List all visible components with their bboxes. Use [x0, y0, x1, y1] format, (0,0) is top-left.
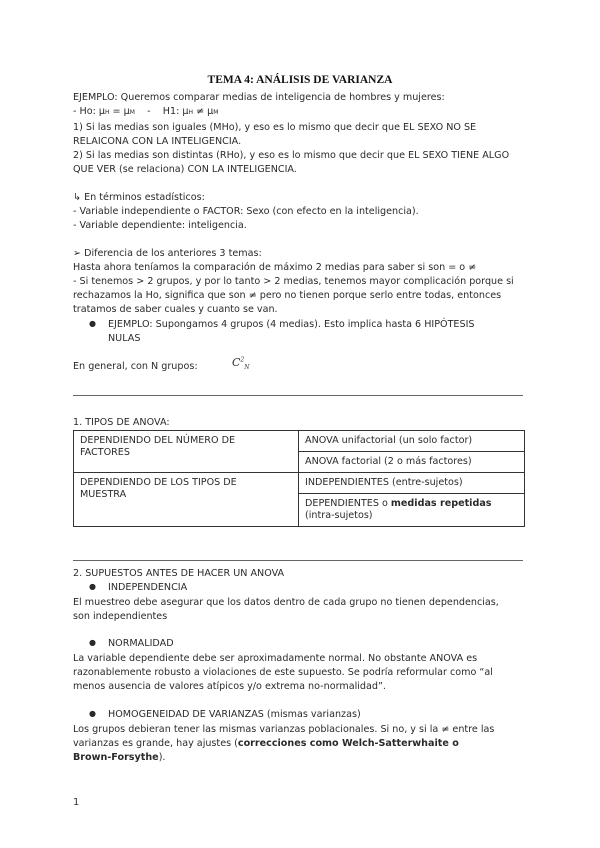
point1-line2: RELAICONA CON LA INTELIGENCIA. — [73, 136, 242, 147]
hypotheses-line — [73, 105, 218, 119]
document-title: TEMA 4: ANÁLISIS DE VARIANZA — [207, 74, 393, 86]
cell-text: (intra-sujetos) — [305, 510, 373, 521]
homogeneity-line3-bold: Brown-Forsythe — [73, 752, 159, 763]
cell-text — [305, 498, 518, 510]
example-intro: EJEMPLO: Queremos comparar medias de inteligencia de hombres y mujeres: — [73, 92, 445, 103]
homogeneity-line2 — [73, 737, 459, 750]
formula-sup: 2 — [240, 356, 245, 364]
h0-eq: = μ — [109, 106, 130, 117]
stats-heading: ↳ En términos estadísticos: — [73, 192, 205, 203]
difference-line3: rechazamos la Ho, significa que son ≠ pero no tienen porque serlo entre todas, entonces — [73, 290, 502, 301]
difference-heading: ➢ Diferencia de los anteriores 3 temas: — [73, 248, 262, 259]
table-cell — [299, 431, 525, 452]
dependent-variable: - Variable dependiente: inteligencia. — [73, 220, 247, 231]
point2-line1: 2) Si las medias son distintas (RHo), y eso es lo mismo que decir que EL SEXO TIENE ALGO — [73, 150, 510, 161]
homogeneity-line2-bold: correcciones como Welch-Satterwhaite o — [237, 738, 459, 749]
cell-text: DEPENDIENDO DE LOS TIPOS DE — [80, 477, 237, 488]
independence-title: INDEPENDENCIA — [108, 582, 188, 593]
cell-text: DEPENDIENDO DEL NÚMERO DE — [80, 435, 236, 446]
normality-line3: menos ausencia de valores atípicos y/o extrema no-normalidad”. — [73, 681, 386, 692]
cell-text: ANOVA unifactorial (un solo factor) — [305, 435, 473, 446]
table-cell — [74, 473, 299, 527]
normality-title: NORMALIDAD — [108, 638, 174, 649]
formula-sub: N — [244, 364, 250, 372]
cell-text: FACTORES — [80, 447, 130, 458]
homogeneity-line2-prefix: varianzas es grande, hay ajustes ( — [73, 738, 238, 749]
homogeneity-line3 — [73, 751, 165, 764]
anova-types-table — [73, 430, 525, 527]
cell-text-bold: medidas repetidas — [390, 498, 492, 509]
difference-line4: tratamos de saber cuales y cuanto se van. — [73, 304, 278, 315]
anova-types-heading: 1. TIPOS DE ANOVA: — [73, 417, 170, 428]
h0-sub-h: H — [104, 109, 110, 116]
cell-text: MUESTRA — [80, 489, 127, 500]
table-cell — [74, 431, 299, 473]
bullet-icon: ● — [89, 582, 96, 591]
homogeneity-line3-suffix: ). — [158, 752, 166, 763]
normality-line1: La variable dependiente debe ser aproximadamente normal. No obstante ANOVA es — [73, 653, 478, 664]
normality-line2: razonablemente robusto a violaciones de este supuesto. Se podría reformular como “al — [73, 667, 493, 678]
cell-text: INDEPENDIENTES (entre-sujetos) — [305, 477, 463, 488]
table-cell — [299, 473, 525, 494]
homogeneity-title: HOMOGENEIDAD DE VARIANZAS (mismas varianzas) — [108, 709, 361, 720]
h1-neq: ≠ μ — [193, 106, 214, 117]
general-n-groups: En general, con N grupos: — [73, 361, 198, 372]
cell-text: ANOVA factorial (2 o más factores) — [305, 456, 472, 467]
section-divider — [73, 560, 523, 561]
example-bullet-line1: EJEMPLO: Supongamos 4 grupos (4 medias). Esto implica hasta 6 HIPÓTESIS — [108, 319, 475, 330]
table-row — [74, 473, 525, 494]
table-cell — [299, 452, 525, 473]
combination-formula — [232, 356, 250, 371]
independence-line2: son independientes — [73, 611, 168, 622]
h0-sub-m: M — [129, 109, 135, 116]
table-cell — [299, 494, 525, 527]
h1-sub-h: H — [188, 109, 194, 116]
independence-line1: El muestreo debe asegurar que los datos dentro de cada grupo no tienen dependencias, — [73, 597, 499, 608]
homogeneity-line1: Los grupos debieran tener las mismas varianzas poblacionales. Si no, y si la ≠ entre las — [73, 724, 495, 735]
h1-prefix: - H1: μ — [134, 106, 189, 117]
bullet-icon: ● — [89, 638, 96, 647]
example-bullet-line2: NULAS — [108, 333, 141, 344]
cell-text-prefix: DEPENDIENTES o — [305, 498, 391, 509]
h0-prefix: - Ho: μ — [73, 106, 105, 117]
h1-sub-m: M — [213, 109, 219, 116]
difference-line1: Hasta ahora teníamos la comparación de máximo 2 medias para saber si son = o ≠ — [73, 262, 477, 273]
page-number: 1 — [73, 797, 80, 808]
point2-line2: QUE VER (se relaciona) CON LA INTELIGENCIA. — [73, 164, 297, 175]
section-divider — [73, 395, 523, 396]
bullet-icon: ● — [89, 709, 96, 718]
table-row — [74, 431, 525, 452]
difference-line2: - Si tenemos > 2 grupos, y por lo tanto > 2 medias, tenemos mayor complicación porque si — [73, 276, 514, 287]
independent-variable: - Variable independiente o FACTOR: Sexo (con efecto en la inteligencia). — [73, 206, 419, 217]
bullet-icon: ● — [89, 319, 96, 328]
point1-line1: 1) Si las medias son iguales (MHo), y eso es lo mismo que decir que EL SEXO NO SE — [73, 122, 477, 133]
formula-base: C — [232, 356, 241, 369]
assumptions-heading: 2. SUPUESTOS ANTES DE HACER UN ANOVA — [73, 568, 285, 579]
